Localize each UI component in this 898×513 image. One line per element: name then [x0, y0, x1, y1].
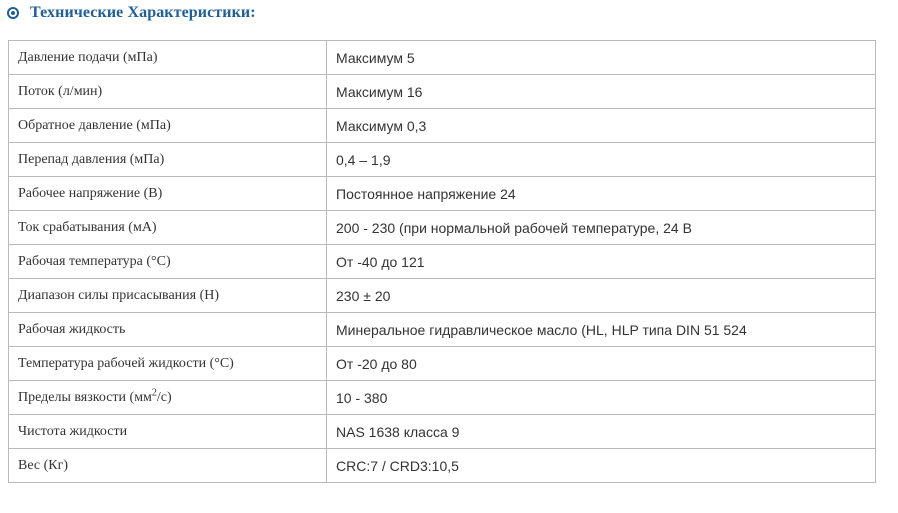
- value-cell: Максимум 0,3: [327, 109, 876, 143]
- value-cell: CRC:7 / CRD3:10,5: [327, 449, 876, 483]
- table-row: [9, 75, 876, 109]
- table-row: [9, 347, 876, 381]
- table-row: [9, 381, 876, 415]
- value-cell: 230 ± 20: [327, 279, 876, 313]
- param-cell: Температура рабочей жидкости (°С): [9, 347, 327, 381]
- value-cell: 10 - 380: [327, 381, 876, 415]
- radio-bullet-icon: [7, 7, 19, 19]
- superscript: 2: [151, 386, 157, 398]
- value-cell: 0,4 – 1,9: [327, 143, 876, 177]
- param-cell: Рабочая жидкость: [9, 313, 327, 347]
- value-cell: Максимум 16: [327, 75, 876, 109]
- param-cell: Обратное давление (мПа): [9, 109, 327, 143]
- value-cell: Постоянное напряжение 24: [327, 177, 876, 211]
- param-cell: Диапазон силы присасывания (Н): [9, 279, 327, 313]
- value-cell: От -20 до 80: [327, 347, 876, 381]
- param-cell: Поток (л/мин): [9, 75, 327, 109]
- param-cell: Рабочая температура (°С): [9, 245, 327, 279]
- param-text: /с): [156, 389, 172, 405]
- table-row: [9, 279, 876, 313]
- value-cell: От -40 до 121: [327, 245, 876, 279]
- table-row: [9, 109, 876, 143]
- param-cell: Перепад давления (мПа): [9, 143, 327, 177]
- table-row: [9, 143, 876, 177]
- heading-title: Технические Характеристики:: [30, 4, 256, 21]
- value-cell: Минеральное гидравлическое масло (HL, HLP типа DIN 51 524: [327, 313, 876, 347]
- param-cell: Чистота жидкости: [9, 415, 327, 449]
- table-row: [9, 41, 876, 75]
- param-cell: [9, 381, 327, 415]
- param-cell: Вес (Кг): [9, 449, 327, 483]
- table-row: [9, 211, 876, 245]
- table-row: [9, 449, 876, 483]
- param-text: Пределы вязкости (мм: [18, 389, 152, 405]
- param-cell: Рабочее напряжение (В): [9, 177, 327, 211]
- table-row: [9, 313, 876, 347]
- specifications-table: [8, 40, 876, 483]
- param-cell: Давление подачи (мПа): [9, 41, 327, 75]
- section-heading: [7, 3, 256, 23]
- table-row: [9, 245, 876, 279]
- table-row: [9, 415, 876, 449]
- value-cell: Максимум 5: [327, 41, 876, 75]
- table-row: [9, 177, 876, 211]
- param-cell: Ток срабатывания (мА): [9, 211, 327, 245]
- value-cell: 200 - 230 (при нормальной рабочей температуре, 24 В: [327, 211, 876, 245]
- value-cell: NAS 1638 класса 9: [327, 415, 876, 449]
